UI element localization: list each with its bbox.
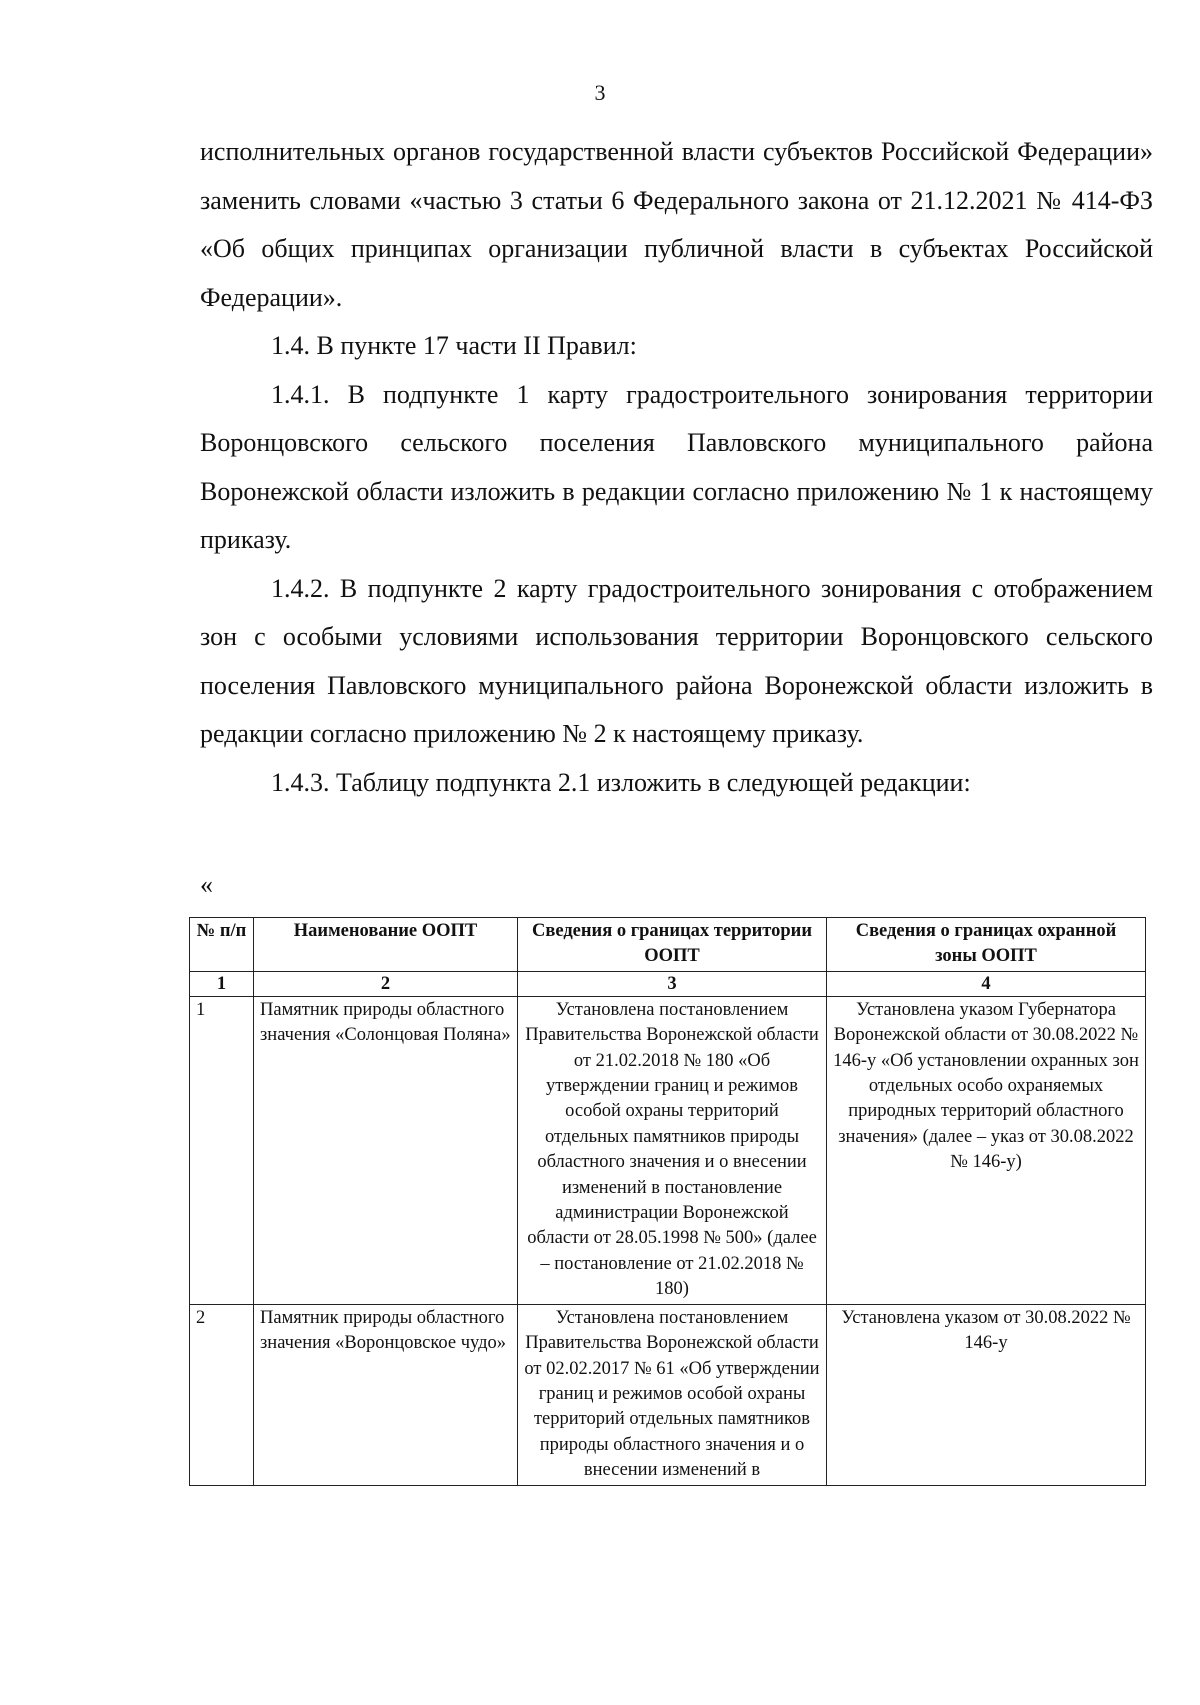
oopt-name: Памятник природы областного значения «Солонцовая Поляна» [254,996,518,1304]
row-number: 1 [190,996,254,1304]
row-number: 2 [190,1304,254,1485]
header-protection-zone-bounds: Сведения о границах охранной зоны ООПТ [827,918,1146,972]
header-name: Наименование ООПТ [254,918,518,972]
column-number-3: 3 [518,971,827,996]
paragraph-1-4-1: 1.4.1. В подпункте 1 карту градостроительного зонирования территории Воронцовского сельского поселения Павловского муниципального района Воронежской области изложить в редакции согласно приложению № 1 к настоящему приказу. [200,379,1153,554]
table-row [190,1304,1146,1485]
protection-zone-info: Установлена указом Губернатора Воронежской области от 30.08.2022 № 146-у «Об установлении охранных зон отдельных особо охраняемых природных территорий областного значения» (далее – указ от 30.08.2022 № 146-у) [827,996,1146,1304]
paragraph-continuation: исполнительных органов государственной власти субъектов Российской Федерации» заменить словами «частью 3 статьи 6 Федерального закона от 21.12.2021 № 414-ФЗ «Об общих принципах организации публичной власти в субъектах Российской Федерации». [200,137,1153,312]
paragraph-1-4: 1.4. В пункте 17 части II Правил: [271,331,637,360]
header-number: № п/п [190,918,254,972]
column-number-4: 4 [827,971,1146,996]
header-territory-bounds: Сведения о границах территории ООПТ [518,918,827,972]
paragraph-1-4-3: 1.4.3. Таблицу подпункта 2.1 изложить в следующей редакции: [271,767,971,797]
territory-bounds-info: Установлена постановлением Правительства Воронежской области от 21.02.2018 № 180 «Об утверждении границ и режимов особой охраны территорий отдельных памятников природы областного значения и о внесении изменений в постановление администрации Воронежской области от 28.05.1998 № 500» (далее – постановление от 21.02.2018 № 180) [518,996,827,1304]
column-number-1: 1 [190,971,254,996]
oopt-table [189,917,1146,1486]
territory-bounds-info: Установлена постановлением Правительства Воронежской области от 02.02.2017 № 61 «Об утверждении границ и режимов особой охраны территорий отдельных памятников природы областного значения и о внесении изменений в [518,1304,827,1485]
page-number: 3 [594,80,606,105]
body-text [200,128,1153,807]
column-number-2: 2 [254,971,518,996]
table-column-number-row [190,971,1146,996]
opening-quote-mark: « [200,870,213,899]
protection-zone-info: Установлена указом от 30.08.2022 № 146-у [827,1304,1146,1485]
paragraph-1-4-2: 1.4.2. В подпункте 2 карту градостроительного зонирования с отображением зон с особыми условиями использования территории Воронцовского сельского поселения Павловского муниципального района Воронежской области изложить в редакции согласно приложению № 2 к настоящему приказу. [200,573,1153,748]
table-row [190,996,1146,1304]
table-header-row [190,918,1146,972]
oopt-name: Памятник природы областного значения «Воронцовское чудо» [254,1304,518,1485]
